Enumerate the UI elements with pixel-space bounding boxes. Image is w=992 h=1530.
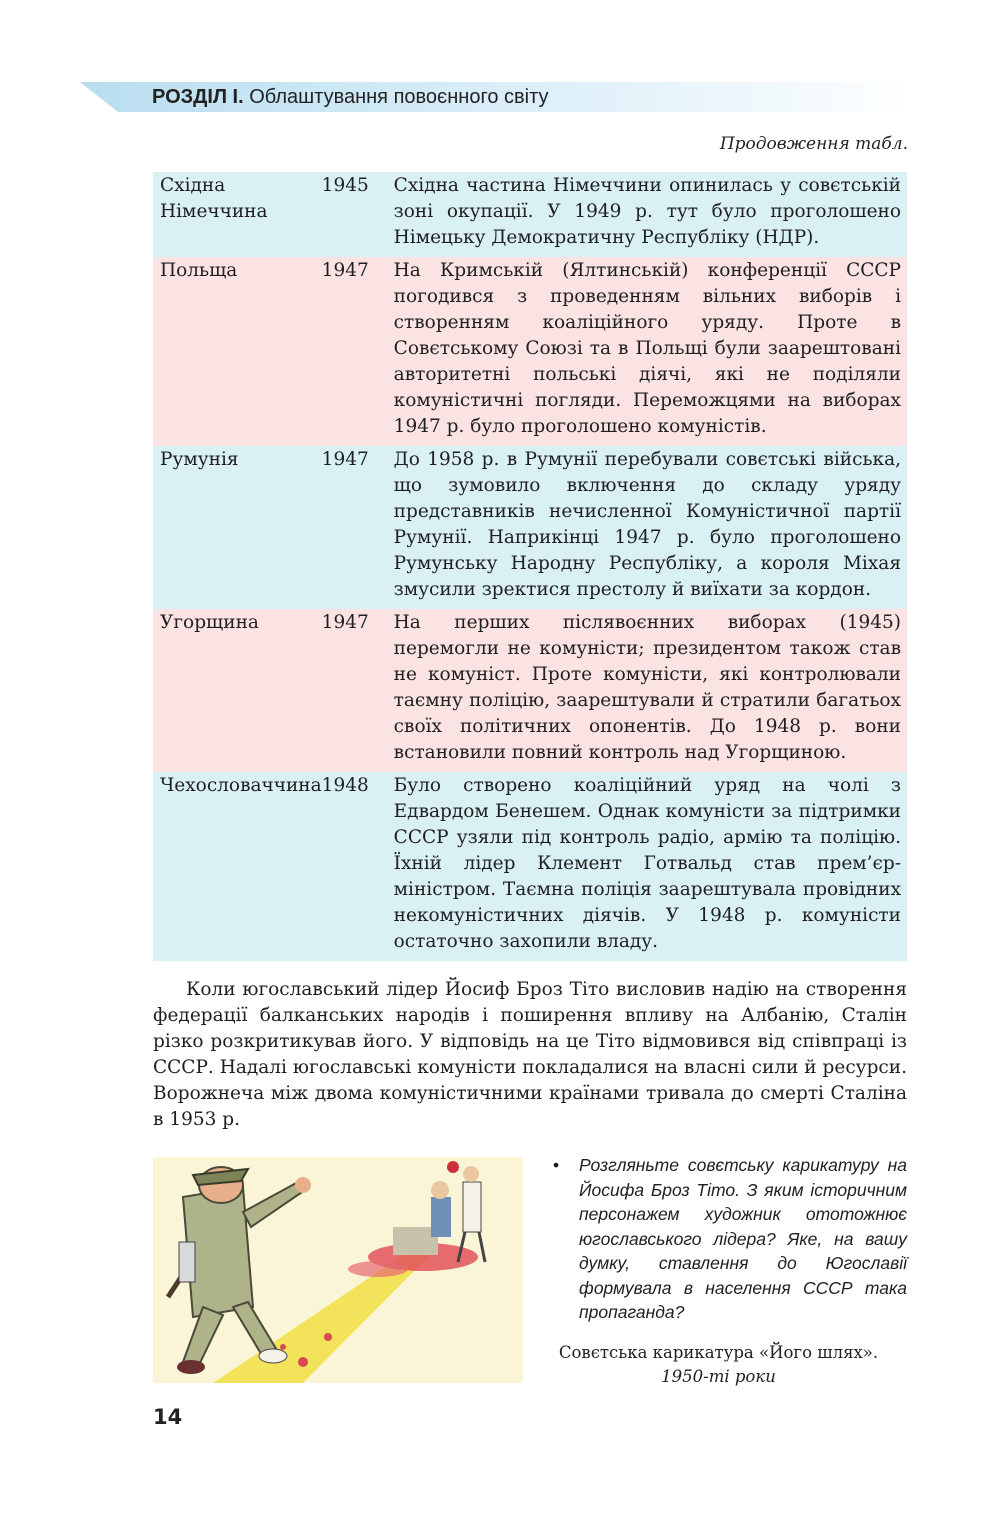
year-cell: 1947	[322, 446, 394, 609]
event-cell: Було створено коаліційний уряд на чолі з Едвардом Бенешем. Однак комуністи за підтримки СССР узяли під контроль радіо, армію та поліцію. Їхній лідер Клемент Готвальд став прем’єр-міністром. Таємна поліція заарештувала провідних некомуністичних діячів. У 1948 р. комуністи остаточно захопили владу.	[394, 772, 907, 961]
body-paragraph: Коли югославський лідер Йосиф Броз Тіто висловив надію на створення федерації балканських народів і поширення впливу на Албанію, Сталін різко розкритикував його. У відповідь на це Тіто відмовився від співпраці із СССР. Надалі югославські комуністи покладалися на власні сили й ресурси. Ворожнеча між двома комуністичними країнами тривала до смерті Сталіна в 1953 р.	[153, 979, 907, 1130]
table-row	[153, 257, 907, 446]
event-cell: Східна частина Німеччини опинилась у совєтській зоні окупації. У 1949 р. тут було проголошено Німецьку Демократичну Республіку (НДР).	[394, 172, 907, 257]
table-row	[153, 446, 907, 609]
year-cell: 1948	[322, 772, 394, 961]
year-cell: 1947	[322, 609, 394, 772]
table-row	[153, 609, 907, 772]
table-row	[153, 172, 907, 257]
event-cell: На Кримській (Ялтинській) конференції СССР погодився з проведенням вільних виборів і створенням коаліційного уряду. Проте в Совєтському Союзі та в Польщі були заарештовані авторитетні польські діячі, які не поділяли комуністичні погляди. Переможцями на виборах 1947 р. було проголошено комуністів.	[394, 257, 907, 446]
year-cell: 1945	[322, 172, 394, 257]
country-cell: Угорщина	[153, 609, 322, 772]
history-table	[153, 172, 907, 961]
bullet-icon: •	[553, 1155, 560, 1175]
cartoon-caption	[530, 1341, 907, 1389]
event-cell: До 1958 р. в Румунії перебували совєтські війська, що зумовило включення до складу уряду представників нечисленної Комуністичної партії Румунії. Наприкінці 1947 р. було проголошено Румунську Народну Республіку, а короля Міхая змусили зректися престолу й виїхати за кордон.	[394, 446, 907, 609]
cartoon-drawing	[153, 1157, 523, 1383]
country-cell: Чехословаччина	[153, 772, 322, 961]
section-label: РОЗДІЛ І.	[152, 86, 244, 108]
table-continuation-note: Продовження табл.	[719, 134, 908, 154]
caption-title: Совєтська карикатура «Його шлях».	[558, 1343, 879, 1362]
country-cell: Румунія	[153, 446, 322, 609]
year-cell: 1947	[322, 257, 394, 446]
section-header	[152, 86, 548, 109]
country-cell: Східна Німеччина	[153, 172, 322, 257]
cartoon-illustration	[153, 1157, 523, 1383]
section-title: Облаштування повоєнного світу	[249, 86, 549, 108]
discussion-question	[553, 1153, 907, 1325]
question-text: Розгляньте совєтську карикатуру на Йосифа Броз Тіто. З яким історичним персонажем художник ототожнює югославського лідера? Яке, на вашу думку, ставлення до Югославії формувала в населення СССР така пропаганда?	[579, 1155, 907, 1322]
event-cell: На перших післявоєнних виборах (1945) перемогли не комуністи; президентом також став не комуніст. Проте комуністи, які контролювали таємну поліцію, заарештували й стратили багатьох своїх політичних опонентів. До 1948 р. вони встановили повний контроль над Угорщиною.	[394, 609, 907, 772]
table-row	[153, 772, 907, 961]
country-cell: Польща	[153, 257, 322, 446]
caption-date: 1950-ті роки	[661, 1367, 776, 1386]
page-number: 14	[153, 1405, 183, 1429]
